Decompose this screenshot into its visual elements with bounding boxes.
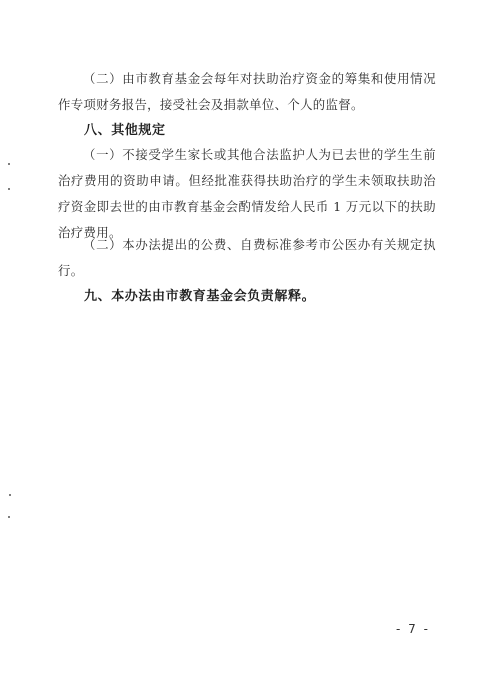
paragraph-financial-report: （二）由市教育基金会每年对扶助治疗资金的筹集和使用情况作专项财务报告，接受社会及捐款单位、个人的监督。 <box>58 71 436 112</box>
scan-speck <box>8 188 10 190</box>
scan-speck <box>8 516 10 518</box>
paragraph-deceased-students: （一）不接受学生家长或其他合法监护人为已去世的学生生前治疗费用的资助申请。但经批准获得扶助治疗的学生未领取扶助治疗资金即去世的由市教育基金会酌情发给人民币 1 万元以下的扶助治疗费用。 <box>58 147 436 240</box>
paragraph-fee-standards: （二）本办法提出的公费、自费标准参考市公医办有关规定执行。 <box>58 237 436 278</box>
page-number: - 7 - <box>396 622 430 636</box>
section-heading-other-provisions: 八、其他规定 <box>84 123 166 138</box>
scan-speck <box>8 163 10 165</box>
section-heading-interpretation: 九、本办法由市教育基金会负责解释。 <box>84 289 316 304</box>
scan-speck <box>9 494 11 496</box>
